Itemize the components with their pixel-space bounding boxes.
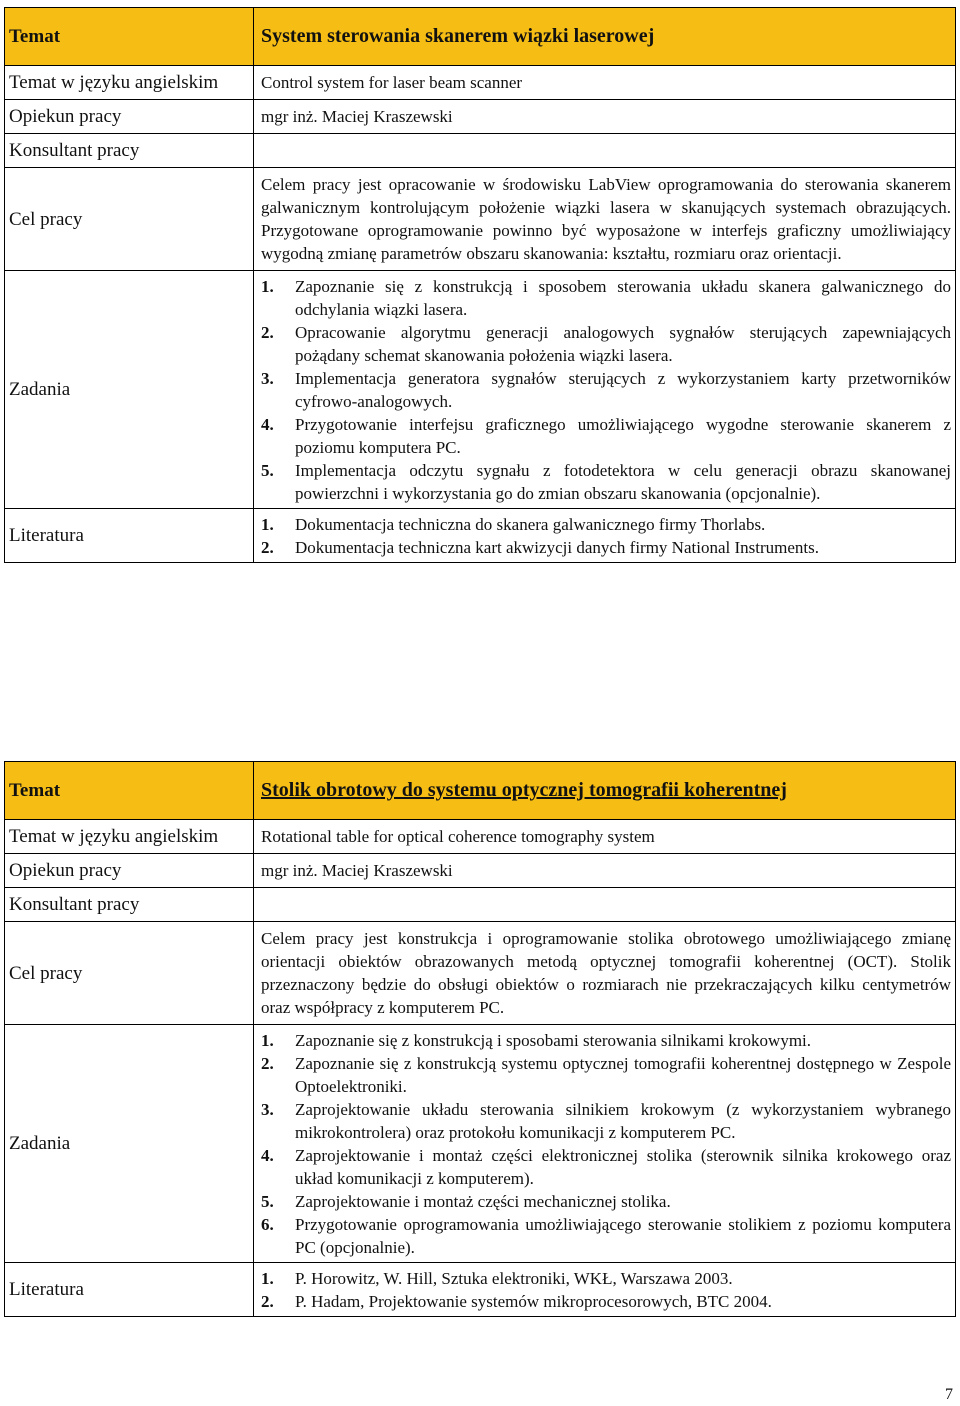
tasks-label: Zadania xyxy=(5,271,254,509)
goal-row xyxy=(5,922,956,1025)
item-text: Zapoznanie się z konstrukcją i sposobem sterowania układu skanera galwanicznego do odchylania wiązki lasera. xyxy=(295,277,951,319)
item-text: Zaprojektowanie i montaż części mechanicznej stolika. xyxy=(295,1192,671,1211)
topic-title: System sterowania skanerem wiązki laserowej xyxy=(254,8,956,66)
thesis-topic-table-2 xyxy=(4,761,956,1317)
list-item xyxy=(261,1098,951,1144)
list-item xyxy=(261,1190,951,1213)
item-number: 1. xyxy=(261,1269,274,1288)
item-text: Przygotowanie interfejsu graficznego umożliwiającego wygodne sterowanie skanerem z poziomu komputera PC. xyxy=(295,415,951,457)
item-number: 1. xyxy=(261,515,274,534)
tasks-row xyxy=(5,1025,956,1263)
topic-label: Temat xyxy=(5,762,254,820)
item-text: P. Hadam, Projektowanie systemów mikroprocesorowych, BTC 2004. xyxy=(295,1292,772,1311)
list-item xyxy=(261,367,951,413)
tasks-list xyxy=(261,275,951,505)
item-text: Zaprojektowanie i montaż części elektronicznej stolika (sterownik silnika krokowego oraz układ komunikacji z komputerem). xyxy=(295,1146,951,1188)
item-text: Opracowanie algorytmu generacji analogowych sygnałów sterujących zapewniających pożądany schemat skanowania położenia wiązki lasera. xyxy=(295,323,951,365)
item-number: 2. xyxy=(261,1292,274,1311)
english-title-row xyxy=(5,66,956,100)
item-number: 3. xyxy=(261,1100,274,1119)
item-number: 1. xyxy=(261,1031,274,1050)
consultant-name xyxy=(254,888,956,922)
list-item xyxy=(261,1052,951,1098)
goal-label: Cel pracy xyxy=(5,168,254,271)
item-number: 4. xyxy=(261,415,274,434)
literature-label: Literatura xyxy=(5,1263,254,1317)
item-number: 6. xyxy=(261,1215,274,1234)
item-text: Przygotowanie oprogramowania umożliwiającego sterowanie stolikiem z poziomu komputera PC (opcjonalnie). xyxy=(295,1215,951,1257)
goal-text: Celem pracy jest konstrukcja i oprogramowanie stolika obrotowego umożliwiającego zmianę orientacji obiektów obrazowanych metodą optycznej tomografii koherentnej (OCT). Stolik przeznaczony będzie do obsługi obiektów o rozmiarach nie przekraczających kilku centymetrów oraz współpracy z komputerem PC. xyxy=(254,922,956,1025)
list-item xyxy=(261,1290,951,1313)
topic-row xyxy=(5,8,956,66)
tasks-row xyxy=(5,271,956,509)
consultant-name xyxy=(254,134,956,168)
supervisor-name: mgr inż. Maciej Kraszewski xyxy=(254,854,956,888)
item-number: 1. xyxy=(261,277,274,296)
item-text: Dokumentacja techniczna kart akwizycji danych firmy National Instruments. xyxy=(295,538,819,557)
supervisor-label: Opiekun pracy xyxy=(5,100,254,134)
item-number: 2. xyxy=(261,538,274,557)
literature-list xyxy=(261,513,951,559)
item-text: Zapoznanie się z konstrukcją i sposobami sterowania silnikami krokowymi. xyxy=(295,1031,812,1050)
english-title: Rotational table for optical coherence tomography system xyxy=(254,820,956,854)
consultant-label: Konsultant pracy xyxy=(5,134,254,168)
list-item xyxy=(261,536,951,559)
list-item xyxy=(261,1267,951,1290)
literature-row xyxy=(5,509,956,563)
goal-label: Cel pracy xyxy=(5,922,254,1025)
supervisor-name: mgr inż. Maciej Kraszewski xyxy=(254,100,956,134)
list-item xyxy=(261,1029,951,1052)
thesis-topic-table-1 xyxy=(4,7,956,563)
consultant-row xyxy=(5,134,956,168)
list-item xyxy=(261,413,951,459)
supervisor-label: Opiekun pracy xyxy=(5,854,254,888)
item-text: Dokumentacja techniczna do skanera galwanicznego firmy Thorlabs. xyxy=(295,515,766,534)
list-item xyxy=(261,321,951,367)
topic-label: Temat xyxy=(5,8,254,66)
english-title: Control system for laser beam scanner xyxy=(254,66,956,100)
list-item xyxy=(261,1213,951,1259)
consultant-row xyxy=(5,888,956,922)
item-number: 4. xyxy=(261,1146,274,1165)
item-number: 5. xyxy=(261,1192,274,1211)
supervisor-row xyxy=(5,854,956,888)
goal-row xyxy=(5,168,956,271)
supervisor-row xyxy=(5,100,956,134)
list-item xyxy=(261,459,951,505)
item-text: P. Horowitz, W. Hill, Sztuka elektroniki, WKŁ, Warszawa 2003. xyxy=(295,1269,733,1288)
literature-list xyxy=(261,1267,951,1313)
english-title-label: Temat w języku angielskim xyxy=(5,820,254,854)
list-item xyxy=(261,275,951,321)
list-item xyxy=(261,513,951,536)
english-title-label: Temat w języku angielskim xyxy=(5,66,254,100)
literature-label: Literatura xyxy=(5,509,254,563)
item-text: Implementacja odczytu sygnału z fotodetektora w celu generacji obrazu skanowanej powierzchni i wykorzystania go do zmian obszaru skanowania (opcjonalnie). xyxy=(295,461,951,503)
item-number: 2. xyxy=(261,1054,274,1073)
list-item xyxy=(261,1144,951,1190)
item-number: 2. xyxy=(261,323,274,342)
page-number: 7 xyxy=(945,1386,953,1403)
item-number: 5. xyxy=(261,461,274,480)
topic-row xyxy=(5,762,956,820)
literature-row xyxy=(5,1263,956,1317)
tasks-label: Zadania xyxy=(5,1025,254,1263)
topic-title: Stolik obrotowy do systemu optycznej tomografii koherentnej xyxy=(254,762,956,820)
item-number: 3. xyxy=(261,369,274,388)
item-text: Zapoznanie się z konstrukcją systemu optycznej tomografii koherentnej dostępnego w Zespole Optoelektroniki. xyxy=(295,1054,951,1096)
goal-text: Celem pracy jest opracowanie w środowisku LabView oprogramowania do sterowania skanerem galwanicznym kontrolującym położenie wiązki lasera w skanujących systemach obrazujących. Przygotowane oprogramowanie powinno być wyposażone w interfejs graficzny umożliwiający wygodną zmianę parametrów obszaru skanowania: kształtu, rozmiaru oraz orientacji. xyxy=(254,168,956,271)
english-title-row xyxy=(5,820,956,854)
consultant-label: Konsultant pracy xyxy=(5,888,254,922)
item-text: Zaprojektowanie układu sterowania silnikiem krokowym (z wykorzystaniem wybranego mikrokontrolera) oraz protokołu komunikacji z komputerem PC. xyxy=(295,1100,951,1142)
tasks-list xyxy=(261,1029,951,1259)
item-text: Implementacja generatora sygnałów sterujących z wykorzystaniem karty przetworników cyfrowo-analogowych. xyxy=(295,369,951,411)
